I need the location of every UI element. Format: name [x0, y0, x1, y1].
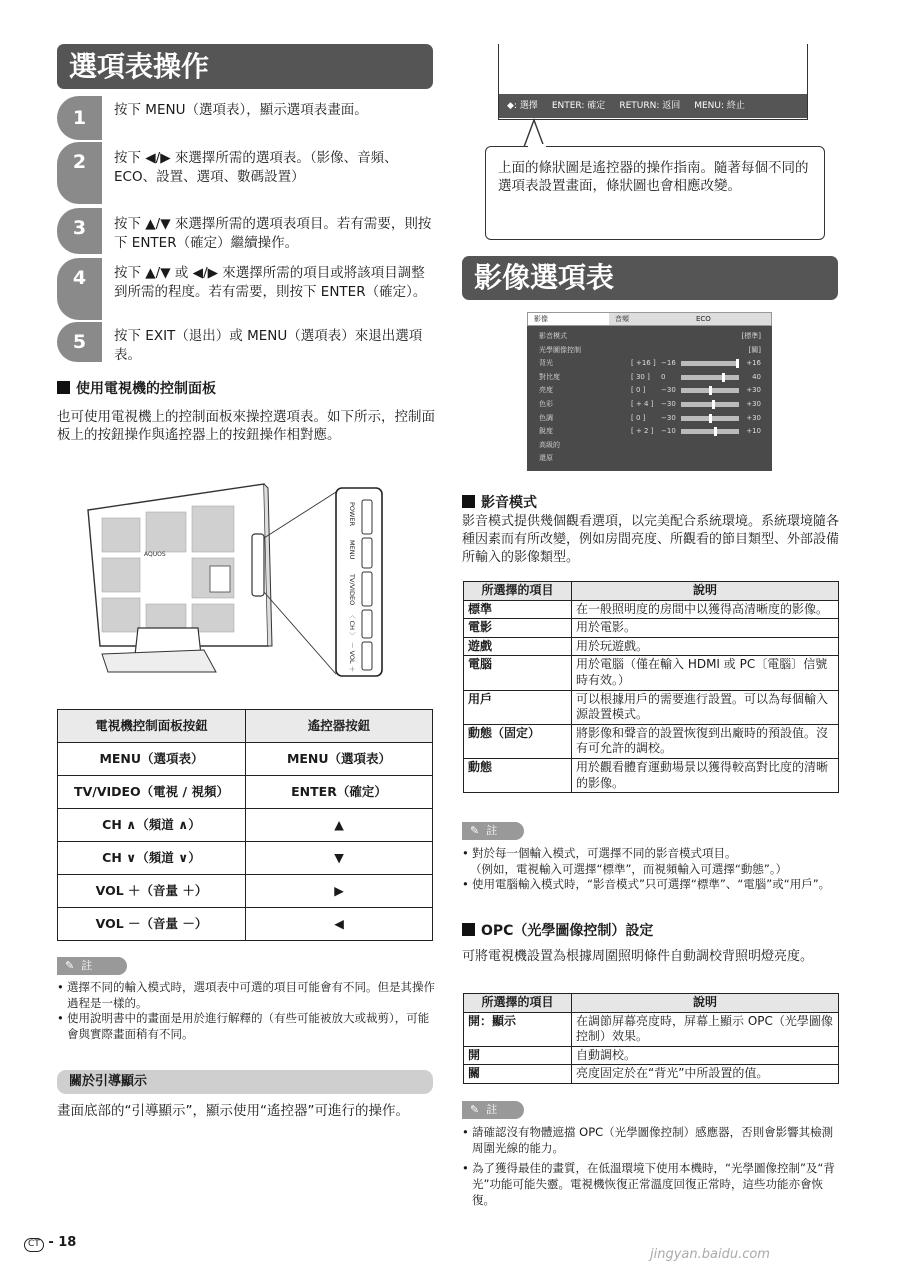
table-row: CH ∧（頻道 ∧） ▲	[58, 809, 433, 842]
paperclip-icon: ✎	[65, 959, 75, 972]
osd-slider-track[interactable]	[681, 361, 739, 366]
osd-slider-knob[interactable]	[722, 373, 725, 382]
osd-slider-track[interactable]	[681, 388, 739, 393]
table-row: MENU（選項表） MENU（選項表）	[58, 743, 433, 776]
osd-row-bracket: [ + 2 ]	[631, 427, 654, 436]
table-row: 動態 用於觀看體育運動場景以獲得較高對比度的清晰的影像。	[464, 758, 839, 792]
step-badge-5: 5	[57, 322, 102, 362]
osd-row[interactable]	[539, 452, 761, 465]
osd-row-min: −30	[661, 386, 676, 395]
guide-display-title: 關於引導顯示	[57, 1070, 433, 1094]
table-header: 所選擇的項目	[464, 582, 572, 601]
osd-row-min: −16	[661, 359, 676, 368]
step-text-3: 按下 ▲/▼ 來選擇所需的選項表項目。若有需要，則按下 ENTER（確定）繼續操作。	[114, 216, 432, 251]
paperclip-icon: ✎	[470, 1103, 480, 1116]
table-header: 遙控器按鈕	[246, 710, 433, 743]
note-item: • 對於每一個輸入模式，可選擇不同的影音模式項目。	[462, 846, 840, 862]
page-footer: CT - 18	[24, 1234, 76, 1252]
osd-row-list	[539, 330, 761, 468]
guide-bar	[499, 94, 807, 118]
note-tag: ✎ 註	[462, 822, 524, 840]
control-mapping-table	[57, 709, 433, 941]
table-header-row	[464, 994, 839, 1013]
control-panel-heading: 使用電視機的控制面板	[57, 380, 437, 398]
menu-screen-bottom	[498, 44, 808, 120]
osd-row-label: 影音模式	[539, 332, 567, 340]
note-tag: ✎ 註	[462, 1101, 524, 1119]
opc-note-list	[462, 1124, 840, 1208]
step-text-5: 按下 EXIT（退出）或 MENU（選項表）來退出選項表。	[114, 328, 423, 363]
step-badge-3: 3	[57, 208, 102, 254]
table-header-row	[58, 710, 433, 743]
table-row: 用戶 可以根據用戶的需要進行設置。可以為每個輸入源設置模式。	[464, 690, 839, 724]
osd-row-max: +30	[746, 413, 761, 422]
osd-row-label: 銳度	[539, 427, 553, 436]
osd-row-value: [關]	[748, 345, 761, 354]
osd-row-max: 40	[752, 372, 761, 381]
guide-menu: MENU: 終止	[694, 101, 745, 111]
osd-row-bracket: [ 30 ]	[631, 372, 650, 381]
tv-brand: AQUOS	[144, 551, 166, 558]
step-badge-4: 4	[57, 258, 102, 320]
note-item: • 使用說明書中的畫面是用於進行解釋的（有些可能被放大或裁剪），可能會與實際畫面稍有不同。	[57, 1011, 437, 1042]
heading-square-icon	[462, 495, 475, 508]
osd-row-min: −10	[661, 427, 676, 436]
side-button-power: POWER	[348, 502, 356, 527]
table-header: 說明	[572, 994, 839, 1013]
table-header-row	[464, 582, 839, 601]
osd-row-label: 對比度	[539, 372, 560, 381]
table-row: 關 亮度固定於在“背光”中所設置的值。	[464, 1065, 839, 1084]
table-header: 電視機控制面板按鈕	[58, 710, 246, 743]
osd-row[interactable]	[539, 425, 761, 438]
step-badge-1: 1	[57, 96, 102, 140]
osd-row[interactable]	[539, 357, 761, 370]
osd-row[interactable]	[539, 398, 761, 411]
table-row: 開：顯示 在調節屏幕亮度時，屏幕上顯示 OPC（光學圖像控制）效果。	[464, 1012, 839, 1046]
osd-tab-eco[interactable]: ECO	[690, 313, 771, 325]
av-mode-description: 影音模式提供幾個觀看選項，以完美配合系統環境。系統環境隨各種因素而有所改變，例如房間亮度、所觀看的節目類型、外部設備所輸入的影像類型。	[462, 514, 840, 565]
table-header: 所選擇的項目	[464, 994, 572, 1013]
osd-row-min: 0	[661, 372, 666, 381]
table-row: 標準 在一般照明度的房間中以獲得高清晰度的影像。	[464, 600, 839, 619]
guide-display-text: 畫面底部的“引導顯示”，顯示使用“遙控器”可進行的操作。	[57, 1103, 409, 1119]
osd-slider-knob[interactable]	[714, 427, 717, 436]
table-row: 電腦 用於電腦（僅在輸入 HDMI 或 PC〔電腦〕信號時有效。）	[464, 656, 839, 690]
osd-row-label: 還原	[539, 454, 553, 463]
av-mode-heading: 影音模式	[462, 494, 842, 512]
osd-row-label: 背光	[539, 359, 553, 368]
osd-slider-track[interactable]	[681, 402, 739, 407]
paperclip-icon: ✎	[470, 824, 480, 837]
osd-row-min: −30	[661, 413, 676, 422]
note-item: （例如，電視輸入可選擇“標準”，而視頻輸入可選擇“動態”。）	[470, 861, 788, 876]
osd-row-bracket: [ 0 ]	[631, 386, 646, 395]
heading-square-icon	[462, 923, 475, 936]
note-item: • 為了獲得最佳的畫質，在低溫環境下使用本機時，“光學圖像控制”及“背光”功能可能失靈。電視機恢復正常溫度回復正常時，這些功能亦會恢復。	[462, 1160, 840, 1208]
osd-row[interactable]	[539, 330, 761, 343]
side-button-menu: MENU	[348, 540, 356, 560]
osd-row-bracket: [ + 4 ]	[631, 400, 654, 408]
osd-slider-track[interactable]	[681, 416, 739, 421]
osd-row-bracket: [ 0 ]	[631, 413, 646, 422]
step-text-1: 按下 MENU（選項表），顯示選項表畫面。	[114, 102, 368, 118]
osd-row-value: [標準]	[741, 332, 761, 340]
osd-row[interactable]	[539, 371, 761, 384]
osd-row-max: +10	[746, 427, 761, 436]
osd-row-min: −30	[661, 400, 676, 408]
av-mode-table	[463, 581, 839, 793]
osd-row[interactable]	[539, 384, 761, 397]
table-row: 開 自動調校。	[464, 1046, 839, 1065]
table-row: 動態（固定） 將影像和聲音的設置恢復到出廠時的預設值。沒有可允許的調校。	[464, 724, 839, 758]
osd-row-max: +30	[746, 400, 761, 408]
osd-row-bracket: [ +16 ]	[631, 359, 656, 368]
note-tag: ✎ 註	[57, 957, 127, 975]
guide-enter: ENTER: 確定	[551, 101, 606, 111]
osd-slider-knob[interactable]	[712, 400, 715, 409]
opc-table	[463, 993, 839, 1084]
side-button-tv-video: TV/VIDEO	[348, 574, 356, 606]
osd-row[interactable]	[539, 412, 761, 425]
osd-slider-knob[interactable]	[709, 414, 712, 423]
osd-row[interactable]	[539, 439, 761, 452]
table-row: CH ∨（頻道 ∨） ▼	[58, 842, 433, 875]
note-item: • 選擇不同的輸入模式時，選項表中可選的項目可能會有不同。但是其操作過程是一樣的。	[57, 980, 437, 1011]
osd-row-label: 高級的	[539, 440, 560, 449]
osd-row-max: +16	[746, 359, 761, 368]
watermark: jingyan.baidu.com	[650, 1247, 770, 1262]
language-badge: CT	[24, 1238, 44, 1252]
step-badge-2: 2	[57, 142, 102, 204]
picture-menu-title: 影像選項表	[462, 256, 838, 300]
osd-tab-picture[interactable]: 影像	[534, 315, 548, 323]
note-item: • 請確認沒有物體遮擋 OPC（光學圖像控制）感應器，否則會影響其檢測周圍光線的能力。	[462, 1124, 840, 1156]
osd-row-label: 光學圖像控制	[539, 345, 581, 354]
guide-callout: 上面的條狀圖是遙控器的操作指南。隨著每個不同的選項表設置畫面，條狀圖也會相應改變。	[485, 146, 825, 240]
osd-slider-track[interactable]	[681, 375, 739, 380]
osd-row-label: 亮度	[539, 386, 553, 395]
tv-rear-illustration	[78, 478, 398, 678]
page-number: 18	[58, 1235, 77, 1250]
guide-select: ◆: 選擇	[507, 101, 538, 111]
picture-menu-osd	[527, 312, 772, 471]
note-item: • 使用電腦輸入模式時，“影音模式”只可選擇“標準”、“電腦”或“用戶”。	[462, 877, 840, 893]
osd-tab-bar	[527, 312, 772, 326]
step-text-4: 按下 ▲/▼ 或 ◀/▶ 來選擇所需的項目或將該項目調整到所需的程度。若有需要，則按下 ENTER（確定）。	[114, 265, 427, 300]
side-button-ch: 〈 CH 〉	[348, 612, 356, 639]
osd-row-max: +30	[746, 386, 761, 395]
av-note-list	[462, 846, 840, 893]
osd-row-label: 色彩	[539, 400, 553, 408]
step-text-2: 按下 ◀/▶ 來選擇所需的選項表。（影像、音頻、ECO、設置、選項、數碼設置）	[114, 150, 398, 185]
side-button-vol: － VOL ＋	[348, 642, 356, 673]
osd-slider-knob[interactable]	[736, 359, 739, 368]
table-row: VOL －（音量 －） ◀	[58, 908, 433, 941]
table-row: 遊戲 用於玩遊戲。	[464, 637, 839, 656]
osd-tab-audio[interactable]: 音頻	[609, 313, 690, 325]
table-row: 電影 用於電影。	[464, 619, 839, 638]
menu-operation-title: 選項表操作	[57, 44, 433, 89]
table-row: VOL ＋（音量 ＋） ▶	[58, 875, 433, 908]
opc-heading: OPC（光學圖像控制）設定	[462, 922, 842, 940]
guide-return: RETURN: 返回	[619, 101, 681, 111]
table-header: 說明	[572, 582, 839, 601]
heading-square-icon	[57, 381, 70, 394]
osd-slider-track[interactable]	[681, 429, 739, 434]
left-note-list	[57, 980, 437, 1042]
osd-row-label: 色調	[539, 413, 553, 422]
osd-slider-knob[interactable]	[709, 386, 712, 395]
opc-description: 可將電視機設置為根據周圍照明條件自動調校背照明燈亮度。	[462, 949, 814, 964]
callout-join	[528, 144, 546, 148]
table-row: TV/VIDEO（電視 / 視頻） ENTER（確定）	[58, 776, 433, 809]
osd-row[interactable]	[539, 344, 761, 357]
control-panel-description: 也可使用電視機上的控制面板來操控選項表。如下所示，控制面板上的按鈕操作與遙控器上的按鈕操作相對應。	[57, 409, 435, 444]
